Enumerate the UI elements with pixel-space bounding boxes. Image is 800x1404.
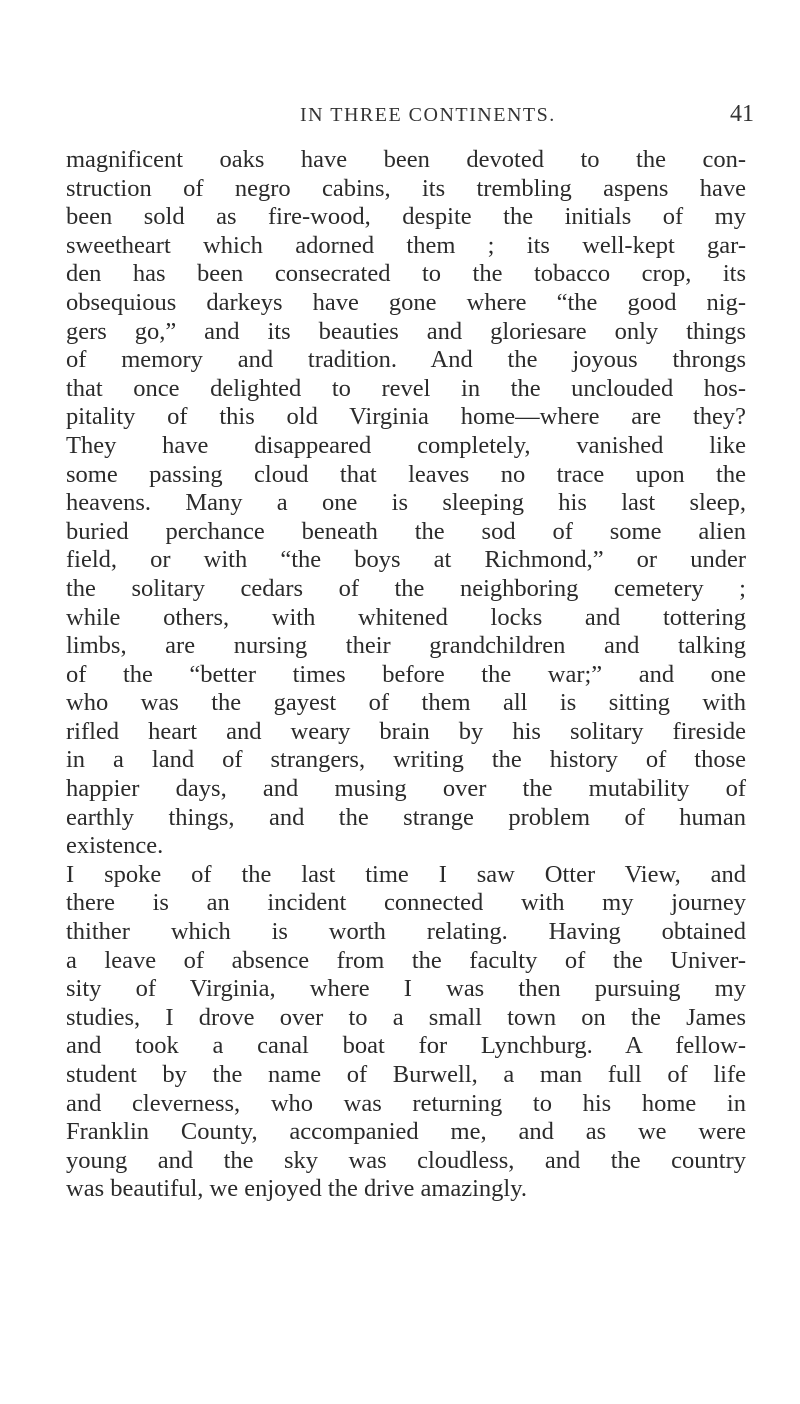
text-line: buried perchance beneath the sod of some alien: [66, 517, 746, 545]
text-line: and took a canal boat for Lynchburg. A fellow-: [66, 1032, 746, 1060]
body-text: [66, 146, 746, 1204]
text-line: Franklin County, accompanied me, and as we were: [66, 1118, 746, 1146]
text-line: sweetheart which adorned them ; its well-kept gar-: [66, 231, 746, 259]
text-line: rifled heart and weary brain by his solitary fireside: [66, 717, 746, 745]
text-line: struction of negro cabins, its trembling aspens have: [66, 174, 746, 202]
text-line: earthly things, and the strange problem of human: [66, 803, 746, 831]
text-line: student by the name of Burwell, a man full of life: [66, 1061, 746, 1088]
text-line: and cleverness, who was returning to his home in: [66, 1089, 746, 1117]
text-line: of the “better times before the war;” and one: [66, 660, 746, 688]
text-line: sity of Virginia, where I was then pursuing my: [66, 975, 746, 1003]
text-line: studies, I drove over to a small town on the James: [66, 1003, 746, 1031]
text-line: the solitary cedars of the neighboring cemetery ;: [66, 574, 746, 602]
text-line: while others, with whitened locks and tottering: [66, 603, 746, 631]
text-line: some passing cloud that leaves no trace upon the: [66, 460, 746, 488]
text-line: of memory and tradition. And the joyous throngs: [66, 346, 746, 374]
text-line: gers go,” and its beauties and gloriesare only things: [66, 317, 746, 345]
text-line: been sold as fire-wood, despite the initials of my: [66, 203, 746, 231]
page-number: 41: [730, 101, 754, 127]
running-title: IN THREE CONTINENTS.: [300, 104, 556, 126]
text-line: pitality of this old Virginia home—where are they?: [66, 403, 746, 431]
text-line: in a land of strangers, writing the history of those: [66, 746, 746, 774]
text-line: den has been consecrated to the tobacco crop, its: [66, 260, 746, 288]
text-line: heavens. Many a one is sleeping his last sleep,: [66, 489, 746, 517]
text-line: obsequious darkeys have gone where “the good nig-: [66, 288, 746, 316]
text-line: field, or with “the boys at Richmond,” or under: [66, 546, 746, 574]
text-line: was beautiful, we enjoyed the drive amazingly.: [66, 1175, 528, 1203]
text-line: who was the gayest of them all is sitting with: [66, 689, 746, 717]
text-line: young and the sky was cloudless, and the country: [66, 1146, 746, 1174]
text-line: happier days, and musing over the mutability of: [66, 775, 746, 803]
text-line: that once delighted to revel in the unclouded hos-: [66, 374, 746, 402]
text-line: existence.: [66, 832, 164, 860]
text-line: a leave of absence from the faculty of the Univer-: [66, 946, 746, 974]
text-line: there is an incident connected with my journey: [66, 889, 746, 917]
running-head: [0, 101, 800, 134]
text-line: magnificent oaks have been devoted to the con-: [66, 146, 746, 173]
text-line: I spoke of the last time I saw Otter View, and: [66, 860, 746, 888]
text-line: thither which is worth relating. Having obtained: [66, 918, 746, 946]
text-line: They have disappeared completely, vanished like: [66, 431, 746, 459]
text-line: limbs, are nursing their grandchildren and talking: [66, 632, 746, 660]
